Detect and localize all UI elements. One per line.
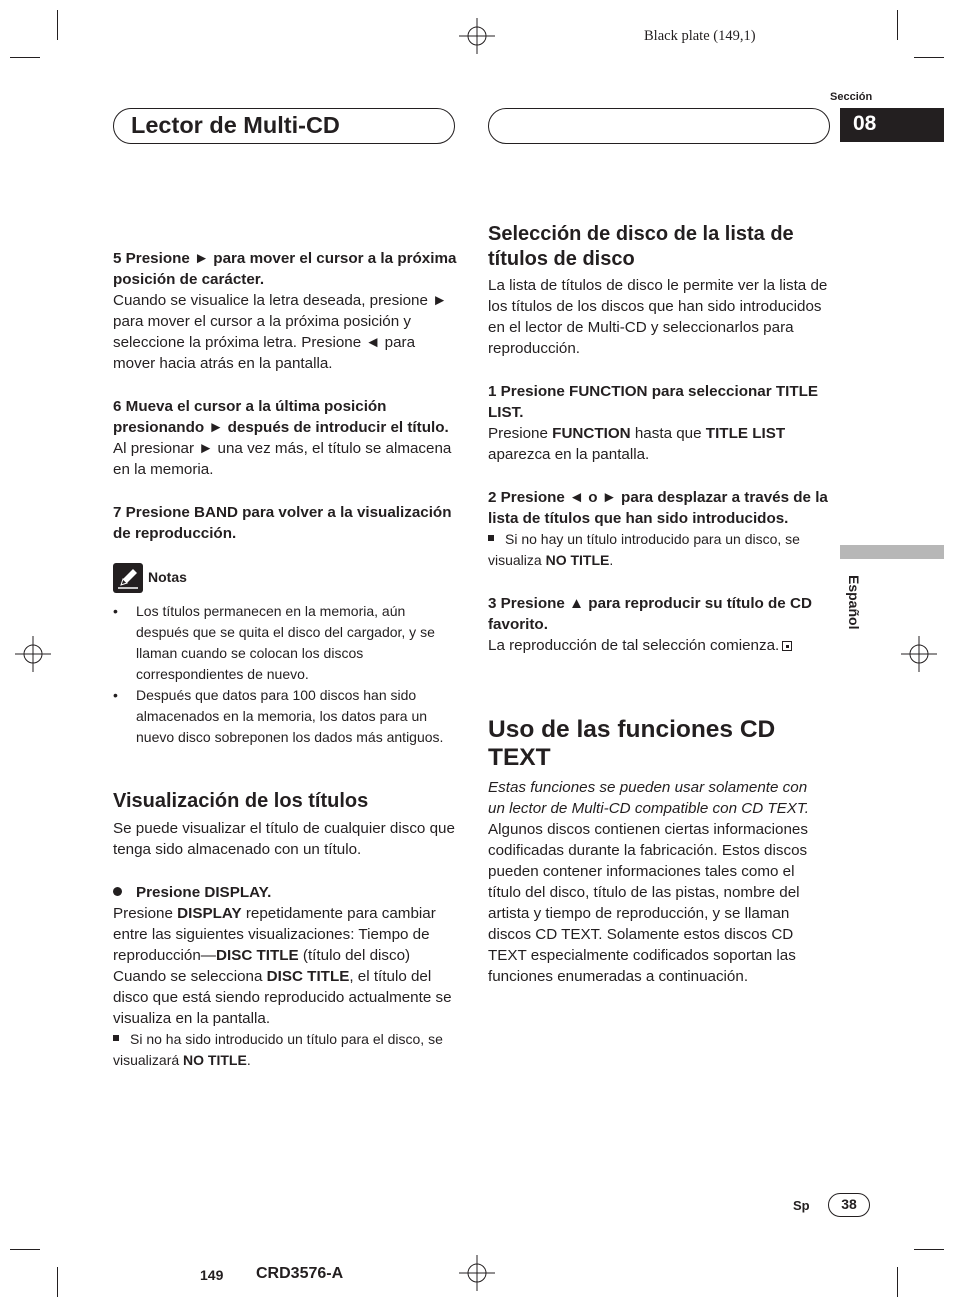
- bullet-icon: •: [113, 687, 118, 703]
- language-tab-bar: [840, 545, 944, 559]
- seleccion-heading: Selección de disco de la lista de títulos de disco: [488, 223, 794, 270]
- pencil-note-icon: [113, 563, 143, 593]
- page-title: Lector de Multi-CD: [131, 112, 340, 138]
- crop-mark: [57, 1267, 58, 1297]
- note-item: [113, 685, 458, 748]
- step-2-title: 2 Presione ◄ o ► para desplazar a través de la lista de títulos que han sido introducidos.: [488, 489, 828, 527]
- filled-circle-bullet-icon: [113, 887, 122, 896]
- display-paragraph-1: Presione DISPLAY repetidamente para cambiar entre las siguientes visualizaciones: Tiempo de reproducción—DISC TITLE (título del disco): [113, 905, 436, 964]
- cd-text-body: Algunos discos contienen ciertas informaciones codificadas durante la fabricación. Estos discos pueden contener informaciones tales como el título del disco, título de las pistas, nombre del artista y tiempo de reproducción, y se llaman discos CD TEXT. Solamente estos discos CD TEXT especialmente codificados soportan las funciones enumeradas a continuación.: [488, 821, 808, 985]
- crop-mark: [57, 10, 58, 40]
- language-label: Español: [846, 575, 862, 630]
- note-text: Después que datos para 100 discos han sido almacenados en la memoria, los datos para un nuevo disco sobreponen los dados más antiguos.: [136, 687, 444, 745]
- step-1-title: 1 Presione FUNCTION para seleccionar TITLE LIST.: [488, 383, 819, 421]
- crop-mark: [914, 57, 944, 58]
- left-column: [113, 248, 458, 1071]
- footer-code-number: 149: [200, 1267, 224, 1283]
- cd-text-italic: Estas funciones se pueden usar solamente con un lector de Multi-CD compatible con CD TEXT.: [488, 779, 810, 817]
- visualizacion-heading: Visualización de los títulos: [113, 790, 369, 812]
- seleccion-intro: La lista de títulos de disco le permite ver la lista de los títulos de los discos que han sido introducidos en el lector de Multi-CD y seleccionarlos para reproducción.: [488, 277, 828, 357]
- crop-mark: [914, 1249, 944, 1250]
- bullet-icon: •: [113, 603, 118, 619]
- crop-mark: [10, 1249, 40, 1250]
- plate-label: Black plate (149,1): [644, 28, 756, 44]
- footer-page-number: 38: [841, 1196, 857, 1212]
- display-note: Si no ha sido introducido un título para el disco, se visualizará NO TITLE.: [113, 1031, 443, 1068]
- step-2-note: Si no hay un título introducido para un disco, se visualiza NO TITLE.: [488, 531, 800, 568]
- step-5-body: Cuando se visualice la letra deseada, presione ► para mover el cursor a la próxima posición y seleccione la próxima letra. Presione ◄ para mover hacia atrás en la pantalla.: [113, 292, 448, 372]
- registration-mark-icon: [901, 636, 937, 672]
- registration-mark-icon: [15, 636, 51, 672]
- step-1-body: Presione FUNCTION hasta que TITLE LIST aparezca en la pantalla.: [488, 425, 786, 463]
- step-5-title: 5 Presione ► para mover el cursor a la próxima posición de carácter.: [113, 250, 457, 288]
- display-step: [113, 882, 458, 903]
- footer-model-code: CRD3576-A: [256, 1265, 344, 1282]
- visualizacion-intro: Se puede visualizar el título de cualquier disco que tenga sido almacenado con un título.: [113, 820, 455, 858]
- step-6-title: 6 Mueva el cursor a la última posición presionando ► después de introducir el título.: [113, 398, 449, 436]
- registration-mark-icon: [459, 1255, 495, 1291]
- note-item: [113, 601, 458, 685]
- step-7-title: 7 Presione BAND para volver a la visualización de reproducción.: [113, 504, 452, 542]
- square-bullet-icon: [113, 1035, 119, 1041]
- footer-lang-code: Sp: [793, 1198, 810, 1213]
- step-3-title: 3 Presione ▲ para reproducir su título de CD favorito.: [488, 595, 812, 633]
- crop-mark: [897, 1267, 898, 1297]
- header-blank-box: [488, 108, 830, 144]
- square-bullet-icon: [488, 535, 494, 541]
- cd-text-heading: Uso de las funciones CD TEXT: [488, 716, 776, 771]
- step-3-body: La reproducción de tal selección comienza.: [488, 635, 828, 656]
- section-number: 08: [853, 112, 877, 135]
- crop-mark: [897, 10, 898, 40]
- right-column: [488, 222, 828, 987]
- display-step-label: Presione DISPLAY.: [136, 884, 272, 901]
- note-text: Los títulos permanecen en la memoria, aún después que se quita el disco del cargador, y se llaman cuando se colocan los discos correspondientes de nuevo.: [136, 603, 435, 682]
- registration-mark-icon: [459, 18, 495, 54]
- notes-title: Notas: [148, 569, 187, 585]
- end-mark-icon: [782, 641, 792, 651]
- crop-mark: [10, 57, 40, 58]
- section-label: Sección: [830, 91, 873, 103]
- notes-list: [113, 601, 458, 748]
- notes-header: [113, 563, 458, 593]
- display-paragraph-2: Cuando se selecciona DISC TITLE, el título del disco que está siendo reproducido actualmente se visualiza en la pantalla.: [113, 968, 452, 1027]
- step-6-body: Al presionar ► una vez más, el título se almacena en la memoria.: [113, 440, 452, 478]
